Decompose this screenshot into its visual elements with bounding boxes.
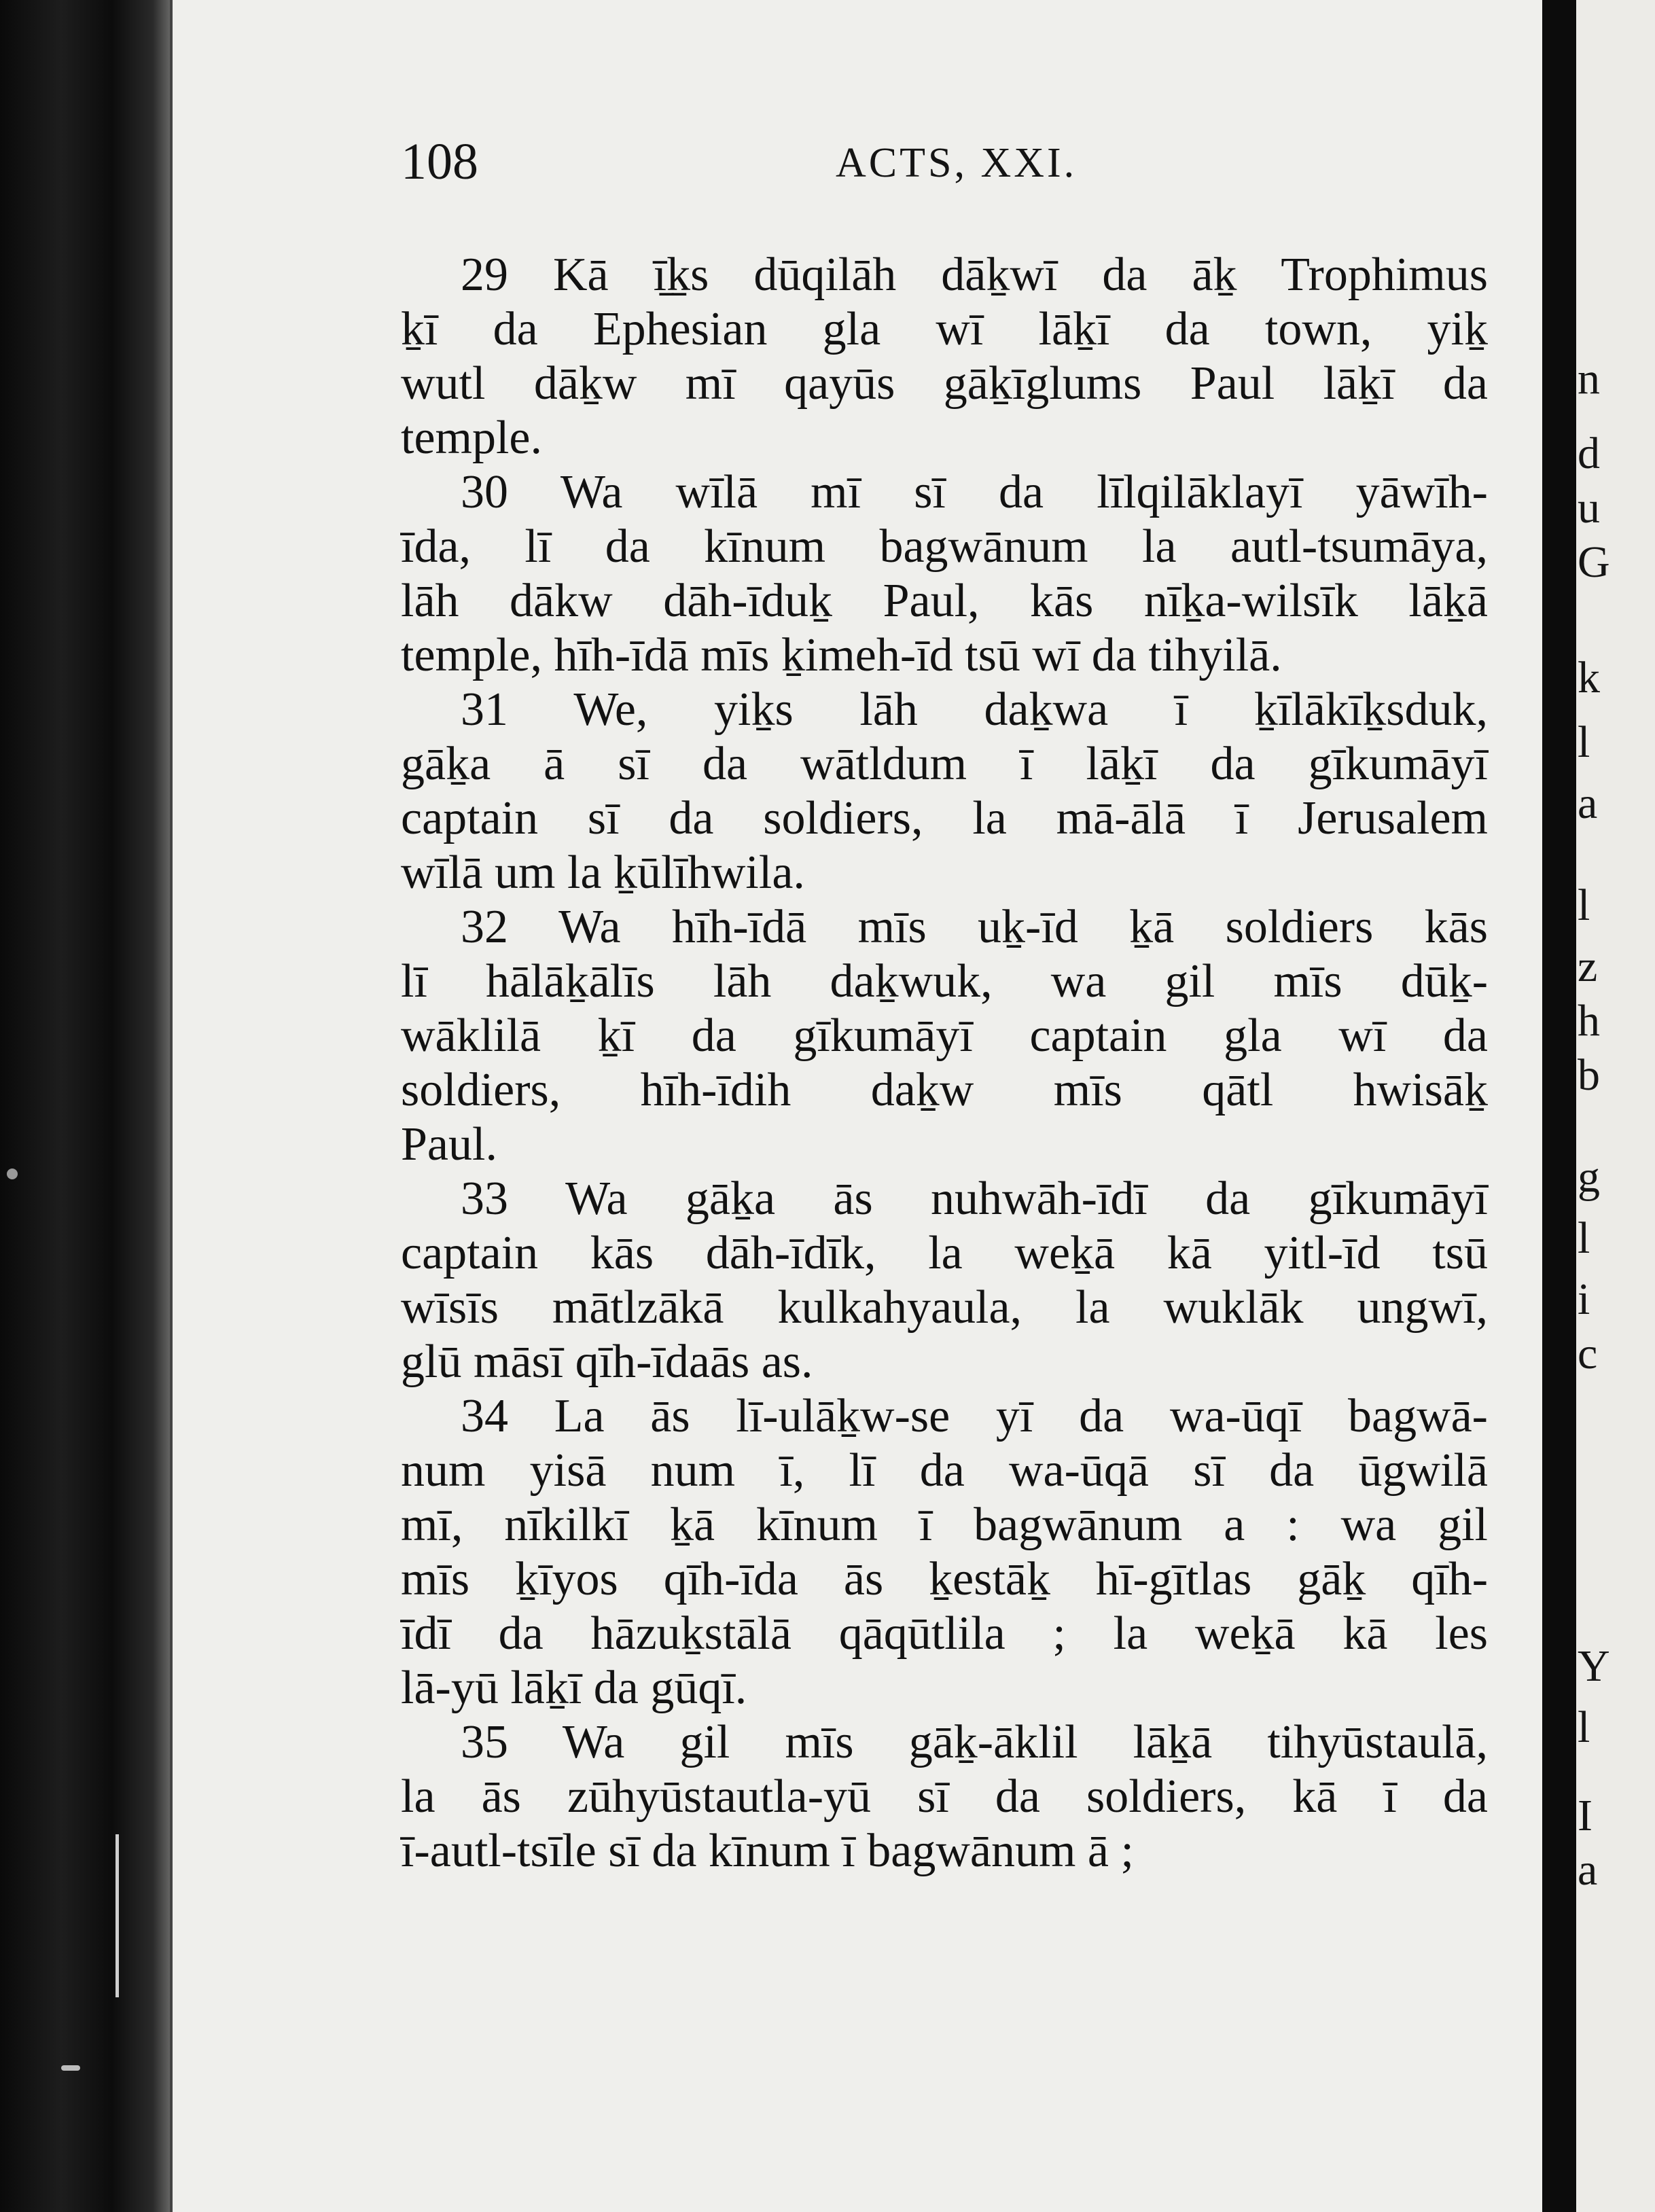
text-line: ī-autl-tsīle sī da kīnum ī bagwānum ā ; xyxy=(401,1825,1134,1877)
text-line: īda, lī da kīnum bagwānum la autl-tsumāya, xyxy=(401,520,1488,573)
text-line: 31 We, yiḵs lāh daḵwa ī ḵīlākīḵsduk, xyxy=(461,683,1488,736)
text-line: wutl dāḵw mī qayūs gāḵīglums Paul lāḵī da xyxy=(401,357,1488,410)
text-line: wīsīs mātlzākā kulkahyaula, la wuklāk ungwī, xyxy=(401,1281,1488,1334)
text-line: la ās zūhyūstautla-yū sī da soldiers, kā ī da xyxy=(401,1770,1488,1823)
facing-page-fragment: I xyxy=(1578,1791,1592,1840)
facing-page-fragment: n xyxy=(1578,354,1600,404)
text-line: 33 Wa gāḵa ās nuhwāh-īdī da gīkumāyī xyxy=(461,1173,1488,1225)
scan-speck xyxy=(7,1169,18,1179)
text-line: gāḵa ā sī da wātldum ī lāḵī da gīkumāyī xyxy=(401,738,1488,790)
facing-page-fragment: l xyxy=(1578,1702,1590,1752)
text-line: lī hālāḵālīs lāh daḵwuk, wa gil mīs dūḵ- xyxy=(401,955,1488,1007)
facing-page-fragment: u xyxy=(1578,483,1600,533)
text-line: soldiers, hīh-īdih daḵw mīs qātl hwisāḵ xyxy=(401,1064,1488,1116)
text-line: ḵī da Ephesian gla wī lāḵī da town, yiḵ xyxy=(401,303,1488,355)
verse-34 xyxy=(401,1389,1488,1715)
facing-page-fragment: G xyxy=(1578,537,1610,587)
facing-page-fragment: b xyxy=(1578,1050,1600,1100)
text-line: temple, hīh-īdā mīs ḵimeh-īd tsū wī da tihyilā. xyxy=(401,629,1282,681)
verse-31 xyxy=(401,683,1488,900)
text-line: Paul. xyxy=(401,1118,497,1171)
verse-30 xyxy=(401,465,1488,683)
facing-page-fragment: h xyxy=(1578,996,1600,1046)
text-line: lā-yū lāḵī da gūqī. xyxy=(401,1662,747,1714)
page-gutter xyxy=(1542,0,1576,2212)
text-line: lāh dākw dāh-īduḵ Paul, kās nīḵa-wilsīk lāḵā xyxy=(401,575,1488,627)
text-line: mī, nīkilkī ḵā kīnum ī bagwānum a : wa gil xyxy=(401,1499,1488,1551)
text-line: wāklilā ḵī da gīkumāyī captain gla wī da xyxy=(401,1010,1488,1062)
text-line: 32 Wa hīh-īdā mīs uḵ-īd ḵā soldiers kās xyxy=(461,901,1488,953)
facing-page-fragment: d xyxy=(1578,429,1600,478)
verse-29 xyxy=(401,248,1488,465)
facing-page-fragment: a xyxy=(1578,1845,1598,1895)
text-line: wīlā um la ḵūlīhwila. xyxy=(401,846,805,899)
facing-page-fragment: z xyxy=(1578,942,1598,991)
verse-35 xyxy=(401,1715,1488,1878)
page-header xyxy=(401,132,1488,194)
facing-page-fragment: l xyxy=(1578,1213,1590,1263)
text-line: num yisā num ī, lī da wa-ūqā sī da ūgwilā xyxy=(401,1444,1488,1497)
facing-page-fragment: l xyxy=(1578,717,1590,767)
facing-page-fragment: l xyxy=(1578,880,1590,930)
text-line: glū māsī qīh-īdaās as. xyxy=(401,1336,813,1388)
page-number: 108 xyxy=(401,133,478,190)
text-line: mīs ḵīyos qīh-īda ās ḵestāḵ hī-gītlas gāḵ qīh- xyxy=(401,1553,1488,1605)
verse-33 xyxy=(401,1172,1488,1389)
facing-page-fragment: c xyxy=(1578,1329,1598,1378)
facing-page-fragment: Y xyxy=(1578,1641,1610,1691)
facing-page-edge xyxy=(1576,0,1655,2212)
text-line: captain kās dāh-īdīk, la weḵā kā yitl-īd tsū xyxy=(401,1227,1488,1279)
running-head: ACTS, XXI. xyxy=(836,140,1078,186)
text-line: captain sī da soldiers, la mā-ālā ī Jerusalem xyxy=(401,792,1488,844)
text-line: 30 Wa wīlā mī sī da līlqilāklayī yāwīh- xyxy=(461,466,1488,518)
text-line: temple. xyxy=(401,412,542,464)
facing-page-fragment: g xyxy=(1578,1152,1600,1202)
verse-32 xyxy=(401,900,1488,1172)
text-line: īdī da hāzuḵstālā qāqūtlila ; la weḵā kā les xyxy=(401,1607,1488,1660)
page-body xyxy=(401,248,1488,1878)
facing-page-fragment: i xyxy=(1578,1274,1590,1324)
text-line: 29 Kā ī̱ḵs dūqilāh dāḵwī da āḵ Trophimus xyxy=(461,249,1488,301)
scan-speck xyxy=(61,2065,80,2071)
facing-page-fragment: a xyxy=(1578,779,1598,828)
binding-scratch xyxy=(115,1834,119,1997)
text-line: 34 La ās lī-ulāḵw-se yī da wa-ūqī bagwā- xyxy=(461,1390,1488,1442)
text-line: 35 Wa gil mīs gāḵ-āklil lāḵā tihyūstaulā, xyxy=(461,1716,1488,1768)
facing-page-fragment: k xyxy=(1578,653,1600,702)
